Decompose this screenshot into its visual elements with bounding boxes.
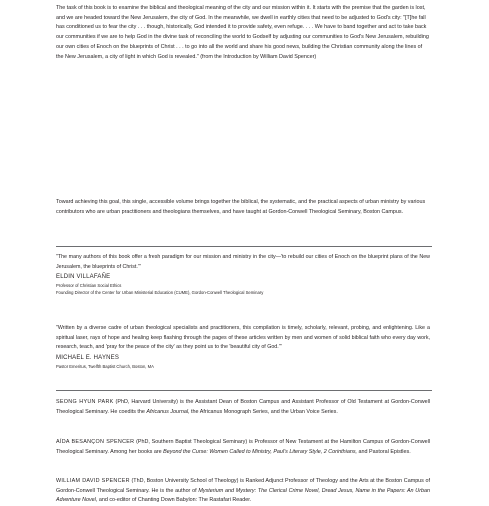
bio-text: , the Africanus Monograph Series, and the Urban Voice Series. [188, 408, 338, 415]
bio-book-title: Beyond the Curse: Women Called to Ministry, Paul's Literary Style, 2 Corinthians, [163, 448, 358, 455]
author-name: SEONG HYUN PARK [56, 399, 114, 405]
bio-text: (PhD, Harvard University) is the Assistant Dean of Boston Campus and Assistant Professor of Old Testament at Gordon-Conwell Theological Seminary. He coedits the [56, 399, 430, 415]
bio-text: (PhD, Southern Baptist Theological Seminary) is Professor of New Testament at the Hamilton Campus of Gordon-Conwell Theological Seminary. Among her books are [56, 439, 430, 455]
endorser-title: Pastor Emeritus, Twelfth Baptist Church, Boston, MA [56, 363, 154, 369]
endorser-name: MICHAEL E. HAYNES [56, 354, 120, 361]
endorsement [56, 324, 430, 370]
endorser-name: ELDIN VILLAFAÑE [56, 274, 111, 281]
intro-paragraph: The task of this book is to examine the biblical and theological meaning of the city and our mission within it. It starts with the premise that the garden is lost, and we are headed toward the New Jerusalem, the city of God. In the meanwhile, we dwell in earthly cities that need to be adjusted to God's city: "[T]he fall has conditioned us to fear the city . . . though, historically, God intended it to provide safety, even refuge. . . . We have to band together and act to take back our communities if we are to help God in the divine task of reconciling the world to Godself by adjusting our communities to God's New Jerusalem, rebuilding our own cities of Enoch on the blueprints of Christ . . . to go into all the world and share his good news, building the Christian community along the lines of the New Jerusalem, a city of light in which God is revealed." (from the Introduction by William David Spencer) [56, 5, 429, 60]
book-back-cover [56, 4, 432, 504]
endorser-title: Professor of Christian Social Ethics [56, 283, 122, 289]
summary-paragraph: Toward achieving this goal, this single, accessible volume brings together the biblical, the systematic, and the practical aspects of urban ministry by various contributors who are urban practitioners and theologians themselves, and have taught at Gordon-Conwell Theological Seminary, Boston Campus. [56, 199, 426, 215]
bio-text: and co-editor of Chanting Down Babylon: The Rastafari Reader. [97, 497, 252, 504]
author-bio [56, 438, 430, 457]
author-bio [56, 398, 430, 417]
bio-book-title: Africanus Journal [146, 408, 189, 415]
author-name: AÍDA BESANÇON SPENCER [56, 439, 135, 445]
endorsement-text: "The many authors of this book offer a fresh paradigm for our mission and ministry in the city—'to rebuild our cities of Enoch on the blueprint plans of the New Jerusalem, the blueprints of Christ.'" [56, 254, 430, 270]
divider [56, 246, 432, 247]
author-name: WILLIAM DAVID SPENCER [56, 478, 130, 484]
divider [56, 390, 432, 391]
bio-book-title: Mysterium and Mystery: The Clerical Crime Novel, Dread Jesus, Name in the Papers: An Urban Adventure Novel, [56, 487, 430, 504]
endorsement-text: "Written by a diverse cadre of urban theological specialists and practitioners, this compilation is timely, scholarly, relevant, probing, and enlightening. Like a spiritual laser, rays of hope and healing keep flashing through the pages of these articles written by men and women of solid biblical faith who every day work, research, teach, and 'pray for the peace of the city' as they point us to the 'beautiful city of God.'" [56, 325, 430, 351]
endorsement [56, 253, 430, 296]
author-bio [56, 477, 430, 506]
bio-text: (ThD, Boston University School of Theology) is Ranked Adjunct Professor of Theology and the Arts at the Boston Campus of Gordon-Conwell Theological Seminary. He is the author of [56, 478, 430, 494]
bio-text: and Pastoral Epistles. [357, 448, 411, 455]
endorser-title: Founding Director of the Center for Urban Ministerial Education (CUME), Gordon-Conwell Theological Seminary [56, 290, 264, 296]
